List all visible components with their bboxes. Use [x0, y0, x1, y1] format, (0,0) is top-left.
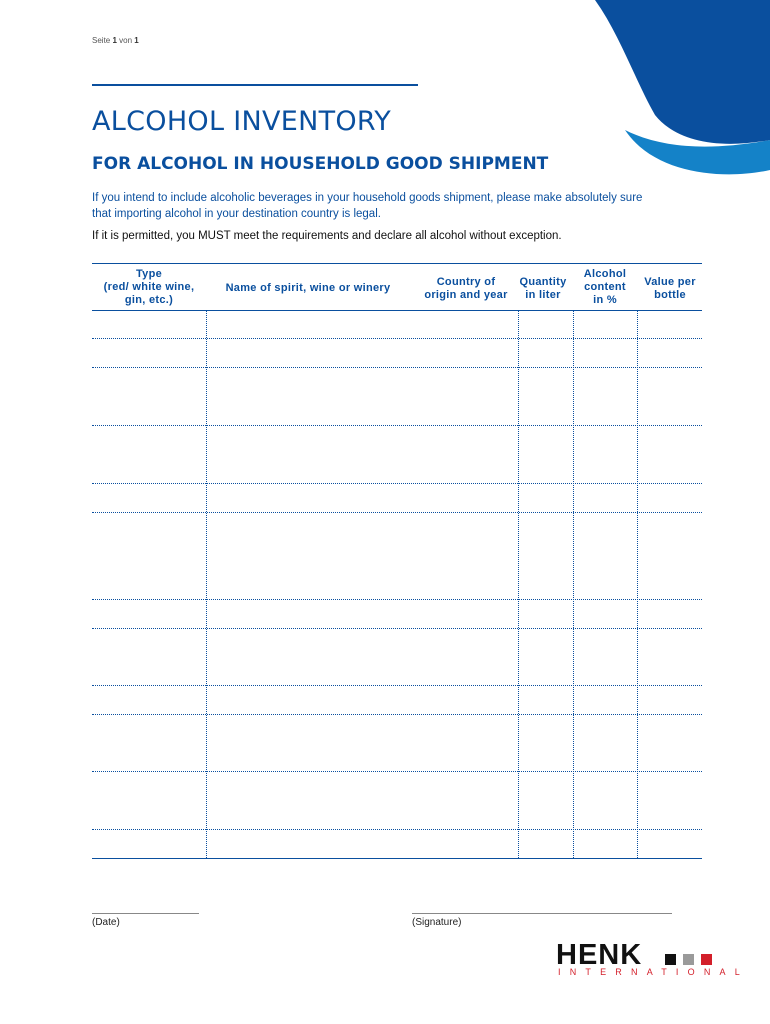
logo-square-black	[665, 954, 676, 965]
row-line	[92, 338, 702, 339]
logo-square-gray	[683, 954, 694, 965]
row-line	[92, 512, 702, 513]
row-line	[92, 771, 702, 772]
header-type: Type (red/ white wine, gin, etc.)	[103, 268, 195, 306]
header-country: Country of origin and year	[424, 276, 508, 301]
inventory-table	[92, 263, 702, 859]
page-title: ALCOHOL INVENTORY	[92, 106, 392, 137]
signature-line[interactable]	[412, 913, 672, 914]
row-line	[92, 599, 702, 600]
page-subtitle: FOR ALCOHOL IN HOUSEHOLD GOOD SHIPMENT	[92, 154, 549, 174]
column-divider	[637, 311, 638, 858]
column-divider	[518, 311, 519, 858]
corner-decoration	[595, 0, 770, 200]
column-divider	[206, 311, 207, 858]
page-indicator-mid: von	[119, 36, 133, 45]
logo-wordmark: HENK	[556, 939, 643, 971]
row-line	[92, 367, 702, 368]
title-rule	[92, 84, 418, 86]
intro-text: If you intend to include alcoholic beverages in your household goods shipment, please make absolutely sure that importing alcohol in your destination country is legal.	[92, 192, 643, 220]
date-line[interactable]	[92, 913, 199, 914]
header-name: Name of spirit, wine or winery	[225, 282, 391, 294]
row-line	[92, 714, 702, 715]
logo-square-red	[701, 954, 712, 965]
row-line	[92, 685, 702, 686]
row-line	[92, 483, 702, 484]
row-line	[92, 628, 702, 629]
logo-subtitle: INTERNATIONAL	[558, 967, 749, 977]
page-total: 1	[134, 36, 139, 45]
header-quantity: Quantity in liter	[519, 276, 567, 301]
header-separator	[92, 310, 702, 311]
notice-text: If it is permitted, you MUST meet the requirements and declare all alcohol without exception.	[92, 230, 562, 242]
page-current: 1	[112, 36, 117, 45]
header-value: Value per bottle	[644, 276, 696, 301]
header-alcohol: Alcohol content in %	[583, 268, 627, 306]
row-line	[92, 829, 702, 830]
date-label: (Date)	[92, 917, 120, 928]
row-line	[92, 425, 702, 426]
henk-logo	[556, 939, 749, 980]
signature-label: (Signature)	[412, 917, 462, 928]
column-divider	[573, 311, 574, 858]
page-indicator-prefix: Seite	[92, 36, 111, 45]
page-indicator	[92, 36, 139, 45]
